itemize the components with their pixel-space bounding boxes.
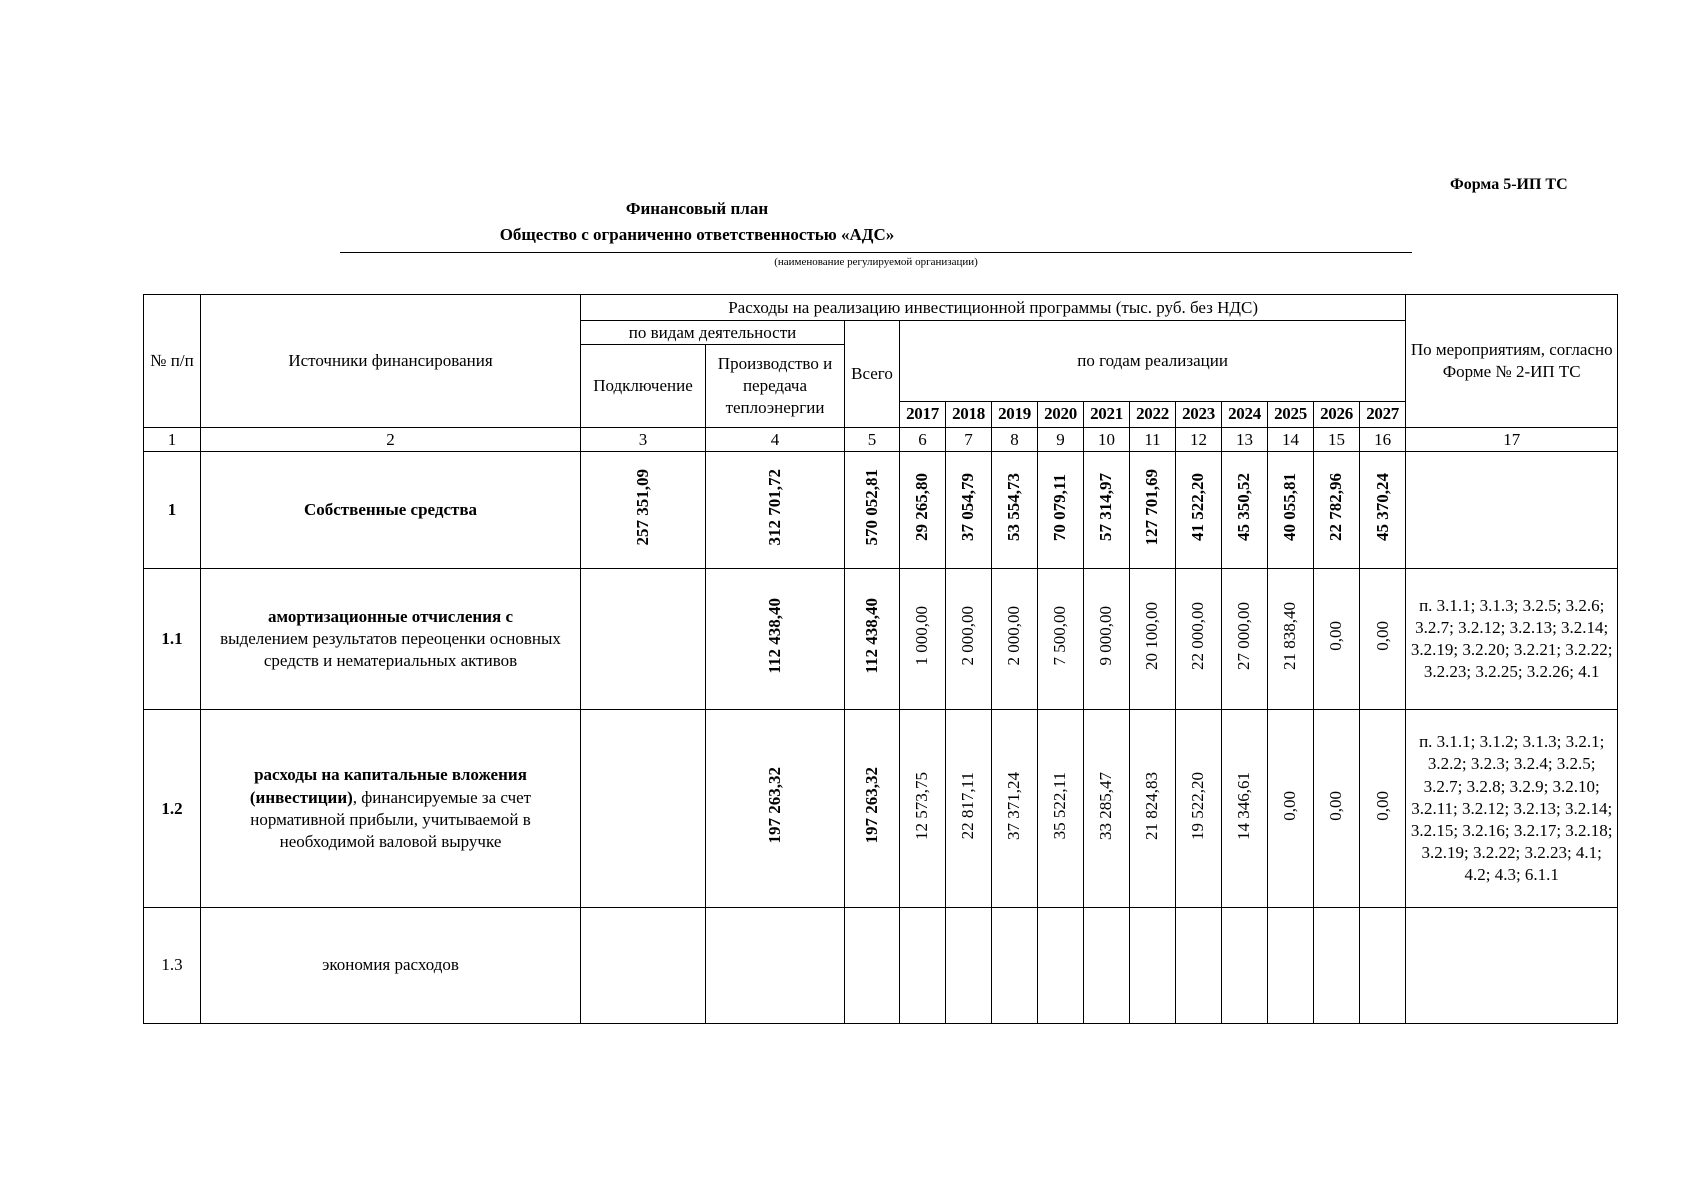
source-name — [201, 710, 581, 908]
year-value: 33 285,47 — [1096, 771, 1116, 840]
year-cell — [1360, 710, 1406, 908]
header-year: 2021 — [1084, 401, 1130, 427]
column-number: 9 — [1038, 428, 1084, 452]
header-production: Производство и передача теплоэнергии — [706, 345, 845, 428]
organization-underline — [340, 252, 1412, 253]
year-cell — [946, 569, 992, 710]
connection-cell — [581, 569, 706, 710]
production-cell — [706, 569, 845, 710]
year-value: 35 522,11 — [1050, 771, 1070, 840]
year-value: 21 838,40 — [1280, 602, 1300, 671]
organization-name: Общество с ограниченно ответственностью «АДС» — [499, 225, 895, 244]
production-cell — [706, 452, 845, 569]
year-value: 40 055,81 — [1280, 473, 1300, 542]
year-cell — [1360, 569, 1406, 710]
header-sources: Источники финансирования — [201, 295, 581, 428]
total-value: 570 052,81 — [861, 468, 881, 546]
year-value: 22 782,96 — [1326, 473, 1346, 542]
year-value: 0,00 — [1280, 790, 1300, 821]
header-year: 2019 — [992, 401, 1038, 427]
year-cell — [1176, 452, 1222, 569]
column-number: 15 — [1314, 428, 1360, 452]
year-cell — [1038, 710, 1084, 908]
measures-cell — [1406, 907, 1618, 1023]
year-cell — [992, 569, 1038, 710]
year-value: 0,00 — [1326, 790, 1346, 821]
column-number: 1 — [144, 428, 201, 452]
year-cell — [1130, 452, 1176, 569]
year-value: 41 522,20 — [1188, 473, 1208, 542]
table-row — [144, 710, 1618, 908]
year-cell — [946, 907, 992, 1023]
header-year: 2024 — [1222, 401, 1268, 427]
column-number: 12 — [1176, 428, 1222, 452]
year-value: 70 079,11 — [1050, 473, 1070, 541]
production-cell — [706, 710, 845, 908]
year-cell — [1176, 569, 1222, 710]
column-number: 7 — [946, 428, 992, 452]
year-cell — [1222, 907, 1268, 1023]
form-code: Форма 5-ИП ТС — [1450, 176, 1568, 193]
column-number: 8 — [992, 428, 1038, 452]
source-name — [201, 569, 581, 710]
header-by-years: по годам реализации — [900, 321, 1406, 402]
year-cell — [1314, 452, 1360, 569]
production-value: 312 701,72 — [764, 468, 784, 546]
total-cell — [845, 569, 900, 710]
row-number: 1.1 — [144, 569, 201, 710]
total-value: 112 438,40 — [861, 598, 881, 674]
header-by-activity: по видам деятельности — [581, 321, 845, 345]
header-year: 2022 — [1130, 401, 1176, 427]
connection-cell — [581, 710, 706, 908]
year-value: 0,00 — [1372, 621, 1392, 652]
year-cell — [1314, 569, 1360, 710]
year-cell — [1314, 710, 1360, 908]
row-number: 1.3 — [144, 907, 201, 1023]
header-expenses: Расходы на реализацию инвестиционной программы (тыс. руб. без НДС) — [581, 295, 1406, 321]
source-name-bold: амортизационные отчисления с — [267, 607, 514, 627]
header-year: 2023 — [1176, 401, 1222, 427]
production-value: 112 438,40 — [764, 598, 784, 674]
year-value: 14 346,61 — [1234, 771, 1254, 840]
production-value: 197 263,32 — [764, 767, 784, 844]
year-value: 2 000,00 — [1004, 606, 1024, 666]
year-cell — [1130, 569, 1176, 710]
year-value: 45 370,24 — [1372, 473, 1392, 542]
year-cell — [1222, 569, 1268, 710]
year-cell — [1176, 907, 1222, 1023]
production-cell — [706, 907, 845, 1023]
total-cell — [845, 452, 900, 569]
connection-value: 257 351,09 — [632, 468, 652, 546]
year-value: 53 554,73 — [1004, 473, 1024, 542]
total-value: 197 263,32 — [861, 767, 881, 844]
year-value: 1 000,00 — [912, 606, 932, 666]
year-cell — [1268, 710, 1314, 908]
source-name-rest: выделением результатов переоценки основных средств и нематериальных активов — [220, 629, 561, 671]
year-value: 45 350,52 — [1234, 473, 1254, 542]
column-number: 2 — [201, 428, 581, 452]
year-cell — [1314, 907, 1360, 1023]
total-cell — [845, 907, 900, 1023]
year-cell — [992, 907, 1038, 1023]
column-number: 14 — [1268, 428, 1314, 452]
year-value: 19 522,20 — [1188, 771, 1208, 840]
table-row — [144, 907, 1618, 1023]
year-value: 37 054,79 — [958, 473, 978, 542]
year-cell — [946, 710, 992, 908]
column-number: 5 — [845, 428, 900, 452]
year-cell — [1222, 452, 1268, 569]
year-cell — [1038, 569, 1084, 710]
row-number: 1 — [144, 452, 201, 569]
row-number: 1.2 — [144, 710, 201, 908]
column-number: 4 — [706, 428, 845, 452]
column-number: 6 — [900, 428, 946, 452]
header-num: № п/п — [144, 295, 201, 428]
year-cell — [1360, 452, 1406, 569]
year-value: 21 824,83 — [1142, 771, 1162, 840]
header-year: 2017 — [900, 401, 946, 427]
year-cell — [1268, 452, 1314, 569]
year-value: 22 817,11 — [958, 771, 978, 840]
page-title: Финансовый план — [625, 199, 769, 218]
measures-cell — [1406, 452, 1618, 569]
year-cell — [1084, 569, 1130, 710]
year-value: 0,00 — [1372, 790, 1392, 821]
measures-cell: п. 3.1.1; 3.1.2; 3.1.3; 3.2.1; 3.2.2; 3.2.3; 3.2.4; 3.2.5; 3.2.7; 3.2.8; 3.2.9; 3.2.10; 3.2.11; 3.2.12; 3.2.13; 3.2.14; 3.2.15; 3.2.16; 3.2.17; 3.2.18; 3.2.19; 3.2.22; 3.2.23; 4.1; 4.2; 4.3; 6.1.1 — [1406, 710, 1618, 908]
column-number: 17 — [1406, 428, 1618, 452]
column-number: 11 — [1130, 428, 1176, 452]
total-cell — [845, 710, 900, 908]
organization-note: (наименование регулируемой организации) — [774, 256, 978, 268]
source-name-bold: Собственные средства — [303, 500, 478, 520]
year-value: 20 100,00 — [1142, 602, 1162, 671]
year-cell — [1360, 907, 1406, 1023]
year-cell — [1038, 452, 1084, 569]
year-cell — [1268, 907, 1314, 1023]
year-value: 127 701,69 — [1142, 468, 1162, 546]
year-cell — [900, 569, 946, 710]
year-value: 37 371,24 — [1004, 771, 1024, 840]
header-year: 2027 — [1360, 401, 1406, 427]
year-cell — [1084, 452, 1130, 569]
year-cell — [1084, 907, 1130, 1023]
year-value: 29 265,80 — [912, 473, 932, 542]
header-measures: По мероприятиям, согласно Форме № 2-ИП ТС — [1406, 295, 1618, 428]
source-name-bold: расходы на капитальные вложения (инвестиции) — [249, 765, 527, 807]
year-cell — [1268, 569, 1314, 710]
year-value: 7 500,00 — [1050, 606, 1070, 666]
connection-cell — [581, 907, 706, 1023]
table-row — [144, 569, 1618, 710]
year-cell — [1084, 710, 1130, 908]
year-cell — [1176, 710, 1222, 908]
year-cell — [992, 710, 1038, 908]
column-number: 10 — [1084, 428, 1130, 452]
header-total: Всего — [845, 321, 900, 428]
connection-cell — [581, 452, 706, 569]
year-cell — [900, 710, 946, 908]
header-connection: Подключение — [581, 345, 706, 428]
year-cell — [900, 452, 946, 569]
measures-cell: п. 3.1.1; 3.1.3; 3.2.5; 3.2.6; 3.2.7; 3.2.12; 3.2.13; 3.2.14; 3.2.19; 3.2.20; 3.2.21; 3.2.22; 3.2.23; 3.2.25; 3.2.26; 4.1 — [1406, 569, 1618, 710]
source-name — [201, 452, 581, 569]
header-year: 2020 — [1038, 401, 1084, 427]
column-number: 16 — [1360, 428, 1406, 452]
year-value: 27 000,00 — [1234, 602, 1254, 671]
header-year: 2025 — [1268, 401, 1314, 427]
year-cell — [1130, 710, 1176, 908]
source-name-rest: , финансируемые за счет нормативной прибыли, учитываемой в необходимой валовой выручке — [250, 787, 532, 851]
year-cell — [900, 907, 946, 1023]
year-value: 9 000,00 — [1096, 606, 1116, 666]
source-name — [201, 907, 581, 1023]
year-cell — [1038, 907, 1084, 1023]
year-value: 0,00 — [1326, 621, 1346, 652]
year-cell — [946, 452, 992, 569]
column-number: 13 — [1222, 428, 1268, 452]
year-value: 57 314,97 — [1096, 473, 1116, 542]
year-value: 22 000,00 — [1188, 602, 1208, 671]
year-value: 12 573,75 — [912, 771, 932, 840]
year-cell — [1222, 710, 1268, 908]
year-cell — [1130, 907, 1176, 1023]
year-cell — [992, 452, 1038, 569]
header-year: 2018 — [946, 401, 992, 427]
table-row — [144, 452, 1618, 569]
year-value: 2 000,00 — [958, 606, 978, 666]
column-number: 3 — [581, 428, 706, 452]
financial-plan-table — [143, 294, 1618, 1024]
header-year: 2026 — [1314, 401, 1360, 427]
source-name-rest: экономия расходов — [322, 955, 459, 975]
